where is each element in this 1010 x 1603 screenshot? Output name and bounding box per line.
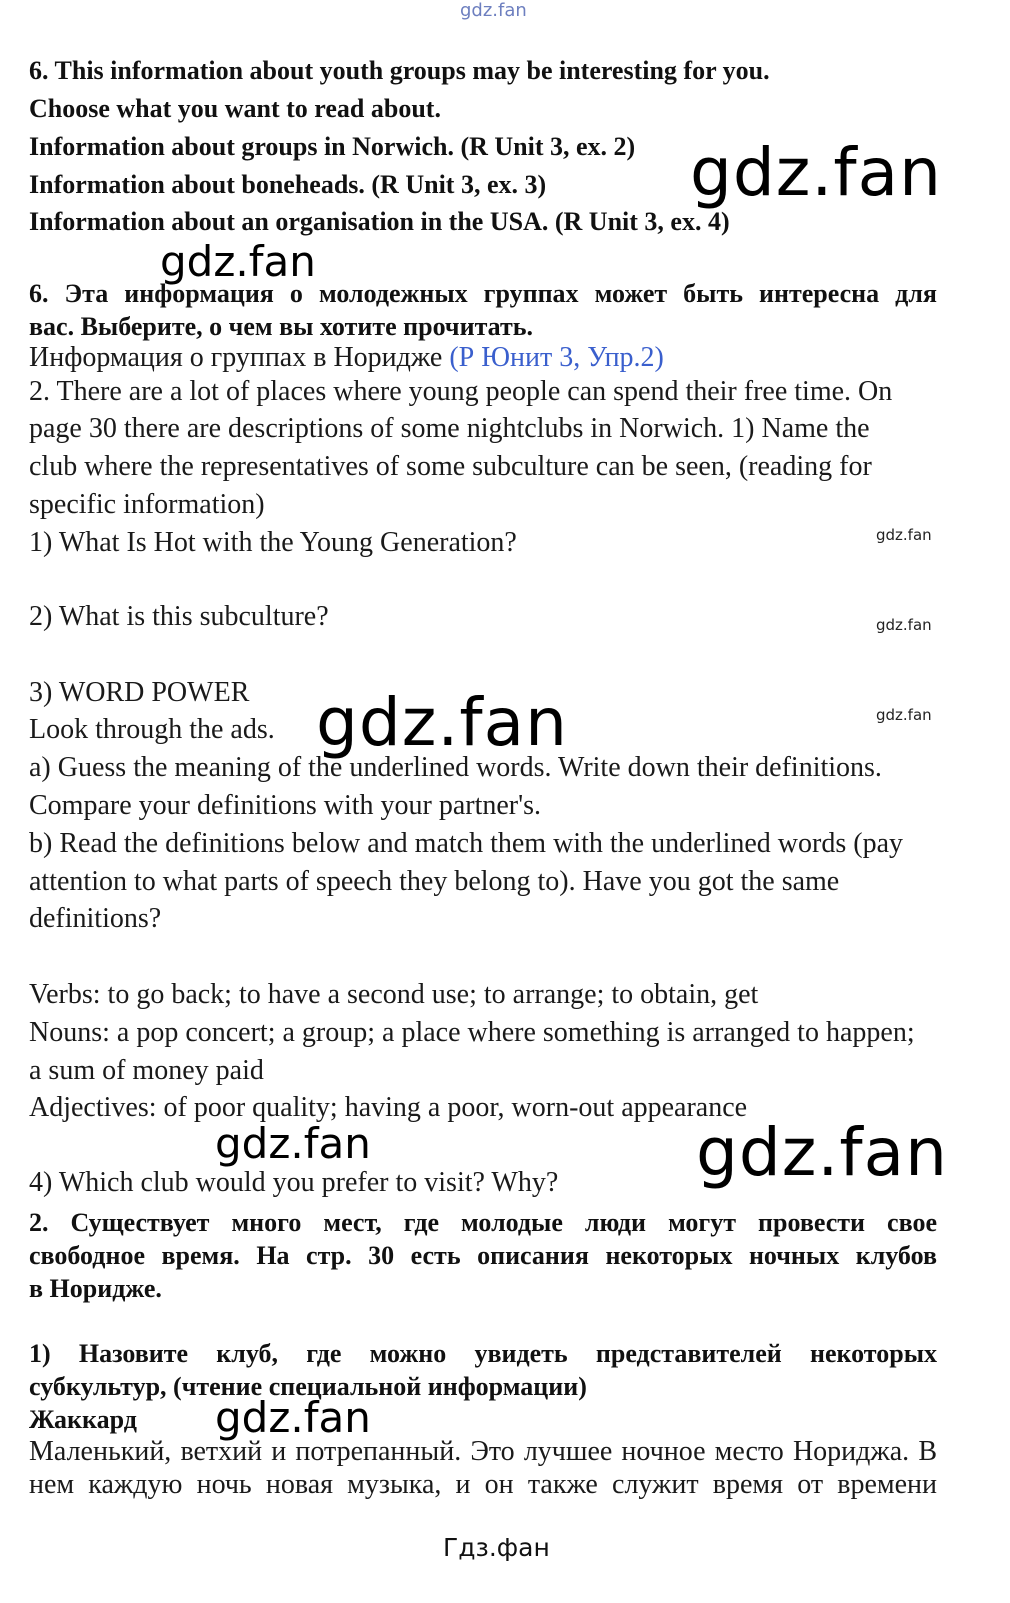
task-item: Information about boneheads. (R Unit 3, ex. 3) xyxy=(29,170,547,199)
subtask-b: attention to what parts of speech they belong to). Have you got the same xyxy=(29,866,840,897)
question-1-ru: 1) Назовите клуб, где можно увидеть представителей некоторых xyxy=(29,1339,937,1368)
adjectives-line: Adjectives: of poor quality; having a poor, worn-out appearance xyxy=(29,1092,748,1123)
watermark-small: gdz.fan xyxy=(876,706,932,724)
exercise-line: club where the representatives of some subculture can be seen, (reading for xyxy=(29,451,872,482)
question-2: 2) What is this subculture? xyxy=(29,601,329,632)
watermark-medium: gdz.fan xyxy=(215,1119,371,1168)
question-3-title: 3) WORD POWER xyxy=(29,677,250,708)
watermark-top: gdz.fan xyxy=(460,0,527,21)
info-line xyxy=(29,342,664,374)
subtask-a: Compare your definitions with your partner's. xyxy=(29,790,542,821)
watermark-medium: gdz.fan xyxy=(215,1393,371,1442)
club-name: Жаккард xyxy=(29,1405,137,1434)
question-1-ru: субкультур, (чтение специальной информации) xyxy=(29,1372,587,1401)
watermark-large: gdz.fan xyxy=(316,684,568,761)
subtask-b: definitions? xyxy=(29,903,162,934)
verbs-line: Verbs: to go back; to have a second use; to arrange; to obtain, get xyxy=(29,979,759,1010)
watermark-medium: gdz.fan xyxy=(160,237,316,286)
task-item: Information about groups in Norwich. (R Unit 3, ex. 2) xyxy=(29,132,636,161)
exercise-line: 2. There are a lot of places where young people can spend their free time. On xyxy=(29,376,893,407)
exercise-line-ru: 2. Существует много мест, где молодые люди могут провести свое xyxy=(29,1208,937,1237)
question-4: 4) Which club would you prefer to visit? Why? xyxy=(29,1167,559,1198)
info-text: Информация о группах в Норидже xyxy=(29,342,450,373)
watermark-small: gdz.fan xyxy=(876,526,932,544)
task-prompt-ru: вас. Выберите, о чем вы хотите прочитать. xyxy=(29,312,534,341)
task-item: Information about an organisation in the USA. (R Unit 3, ex. 4) xyxy=(29,207,730,236)
nouns-line: a sum of money paid xyxy=(29,1055,264,1086)
watermark-large: gdz.fan xyxy=(690,134,942,211)
subtask-b: b) Read the definitions below and match them with the underlined words (pay xyxy=(29,828,904,859)
task-title: 6. This information about youth groups may be interesting for you. xyxy=(29,56,770,85)
info-link[interactable]: (Р Юнит 3, Упр.2) xyxy=(449,342,664,373)
subtask-a: a) Guess the meaning of the underlined words. Write down their definitions. xyxy=(29,752,882,783)
nouns-line: Nouns: a pop concert; a group; a place where something is arranged to happen; xyxy=(29,1017,915,1048)
watermark-bottom: Гдз.фан xyxy=(443,1533,550,1562)
exercise-line: page 30 there are descriptions of some nightclubs in Norwich. 1) Name the xyxy=(29,413,870,444)
watermark-large: gdz.fan xyxy=(696,1114,948,1191)
club-description: Маленький, ветхий и потрепанный. Это лучшее ночное место Нориджа. В xyxy=(29,1436,937,1467)
exercise-line-ru: свободное время. На стр. 30 есть описания некоторых ночных клубов xyxy=(29,1241,937,1270)
exercise-line: specific information) xyxy=(29,489,265,520)
question-1: 1) What Is Hot with the Young Generation? xyxy=(29,527,517,558)
task-title-ru: 6. Эта информация о молодежных группах может быть интересна для xyxy=(29,279,937,308)
watermark-small: gdz.fan xyxy=(876,616,932,634)
club-description: нем каждую ночь новая музыка, и он также служит время от времени xyxy=(29,1469,937,1500)
exercise-line-ru: в Норидже. xyxy=(29,1274,162,1303)
task-prompt: Choose what you want to read about. xyxy=(29,94,441,123)
question-3-text: Look through the ads. xyxy=(29,714,275,745)
